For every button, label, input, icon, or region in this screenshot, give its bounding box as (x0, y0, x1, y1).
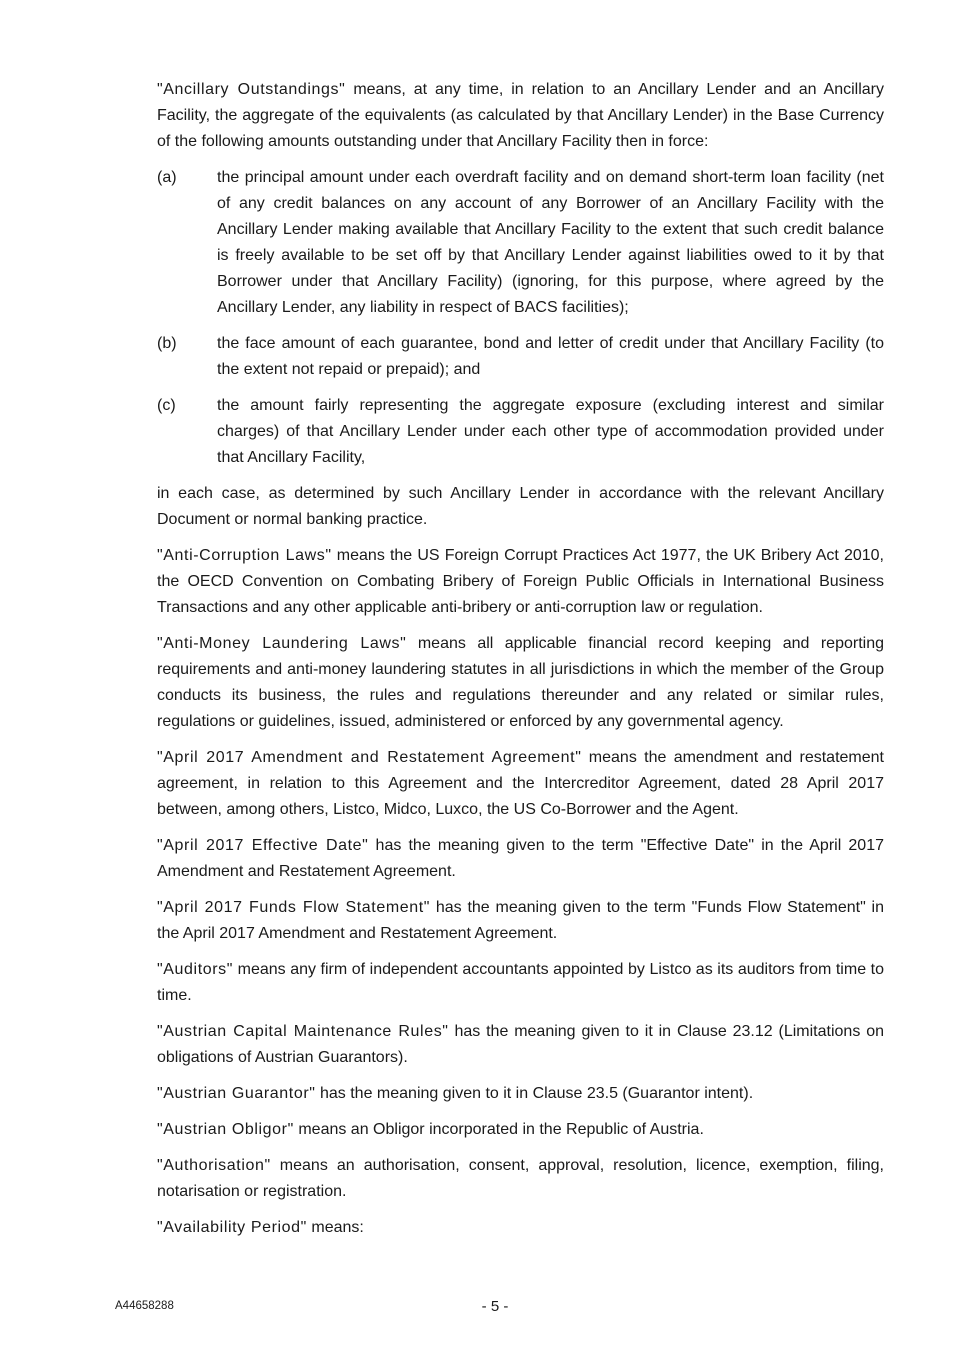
list-item-b (157, 331, 884, 383)
definition-auditors (157, 957, 884, 1009)
defined-term: "Austrian Guarantor" (157, 1085, 316, 1102)
definition-text: means all applicable financial record keeping and reporting requirements and anti-money laundering statutes in all jurisdictions in which the member of the Group conducts its business, the rules and regulations thereunder and any related or similar rules, regulations or guidelines, issued, administered or enforced by any governmental agency. (157, 635, 884, 730)
definition-text: means an Obligor incorporated in the Republic of Austria. (293, 1121, 704, 1138)
defined-term: "Availability Period" (157, 1219, 307, 1236)
definition-anti-money-laundering-laws (157, 631, 884, 735)
defined-term: "Authorisation" (157, 1157, 271, 1174)
definition-text: means any firm of independent accountants appointed by Listco as its auditors from time to time. (157, 961, 884, 1004)
list-item-a (157, 165, 884, 321)
defined-term: "Anti-Corruption Laws" (157, 547, 332, 564)
definition-april-2017-funds-flow (157, 895, 884, 947)
definition-text: means: (306, 1219, 364, 1236)
definition-text: means an authorisation, consent, approval, resolution, licence, exemption, filing, notarisation or registration. (157, 1157, 884, 1200)
paragraph-text: in each case, as determined by such Ancillary Lender in accordance with the relevant Ancillary Document or normal banking practice. (157, 485, 884, 528)
defined-term: "Anti-Money Laundering Laws" (157, 635, 407, 652)
definition-april-2017-amendment (157, 745, 884, 823)
definition-anti-corruption-laws (157, 543, 884, 621)
page-number: - 5 - (481, 1298, 509, 1315)
definition-text: has the meaning given to the term "Funds Flow Statement" in the April 2017 Amendment and Restatement Agreement. (157, 899, 884, 942)
list-item-c (157, 393, 884, 471)
item-label: (a) (157, 169, 177, 186)
definition-text: has the meaning given to it in Clause 23.12 (Limitations on obligations of Austrian Guarantors). (157, 1023, 884, 1066)
document-reference: A44658288 (115, 1300, 174, 1312)
definition-text: has the meaning given to it in Clause 23.5 (Guarantor intent). (315, 1085, 754, 1102)
definition-austrian-capital-maintenance (157, 1019, 884, 1071)
document-body (157, 77, 884, 1251)
defined-term: "April 2017 Amendment and Restatement Agreement" (157, 749, 582, 766)
defined-term: "Austrian Obligor" (157, 1121, 294, 1138)
definition-text: means the amendment and restatement agreement, in relation to this Agreement and the Intercreditor Agreement, dated 28 April 2017 between, among others, Listco, Midco, Luxco, the US Co-Borrower and the Agent. (157, 749, 884, 818)
definition-text: means, at any time, in relation to an Ancillary Lender and an Ancillary Facility, the aggregate of the equivalents (as calculated by that Ancillary Lender) in the Base Currency of the following amounts outstanding under that Ancillary Facility then in force: (157, 81, 885, 150)
defined-term: "Austrian Capital Maintenance Rules" (157, 1023, 449, 1040)
defined-term: "April 2017 Effective Date" (157, 837, 369, 854)
definition-availability-period (157, 1215, 884, 1241)
item-text: the principal amount under each overdraft facility and on demand short-term loan facility (net of any credit balances on any account of any Borrower of an Ancillary Facility with the Ancillary Lender making available that Ancillary Facility to the extent that such credit balance is freely available to be set off by that Ancillary Lender against liabilities owed to it by that Borrower under that Ancillary Facility) (ignoring, for this purpose, where agreed by the Ancillary Lender, any liability in respect of BACS facilities); (217, 169, 884, 316)
definition-text: has the meaning given to the term "Effective Date" in the April 2017 Amendment and Restatement Agreement. (157, 837, 884, 880)
definition-april-2017-effective-date (157, 833, 884, 885)
definition-authorisation (157, 1153, 884, 1205)
item-text: the face amount of each guarantee, bond and letter of credit under that Ancillary Facility (to the extent not repaid or prepaid); and (217, 335, 884, 378)
defined-term: "Auditors" (157, 961, 234, 978)
item-label: (b) (157, 335, 177, 352)
continuation-paragraph (157, 481, 884, 533)
item-text: the amount fairly representing the aggregate exposure (excluding interest and similar charges) of that Ancillary Lender under each other type of accommodation provided under that Ancillary Facility, (217, 397, 884, 466)
definition-austrian-obligor (157, 1117, 884, 1143)
definition-austrian-guarantor (157, 1081, 884, 1107)
defined-term: "Ancillary Outstandings" (157, 81, 346, 98)
definition-text: means the US Foreign Corrupt Practices Act 1977, the UK Bribery Act 2010, the OECD Convention on Combating Bribery of Foreign Public Officials in International Business Transactions and any other applicable anti-bribery or anti-corruption law or regulation. (157, 547, 884, 616)
definition-ancillary-outstandings (157, 77, 884, 155)
item-label: (c) (157, 397, 176, 414)
defined-term: "April 2017 Funds Flow Statement" (157, 899, 431, 916)
